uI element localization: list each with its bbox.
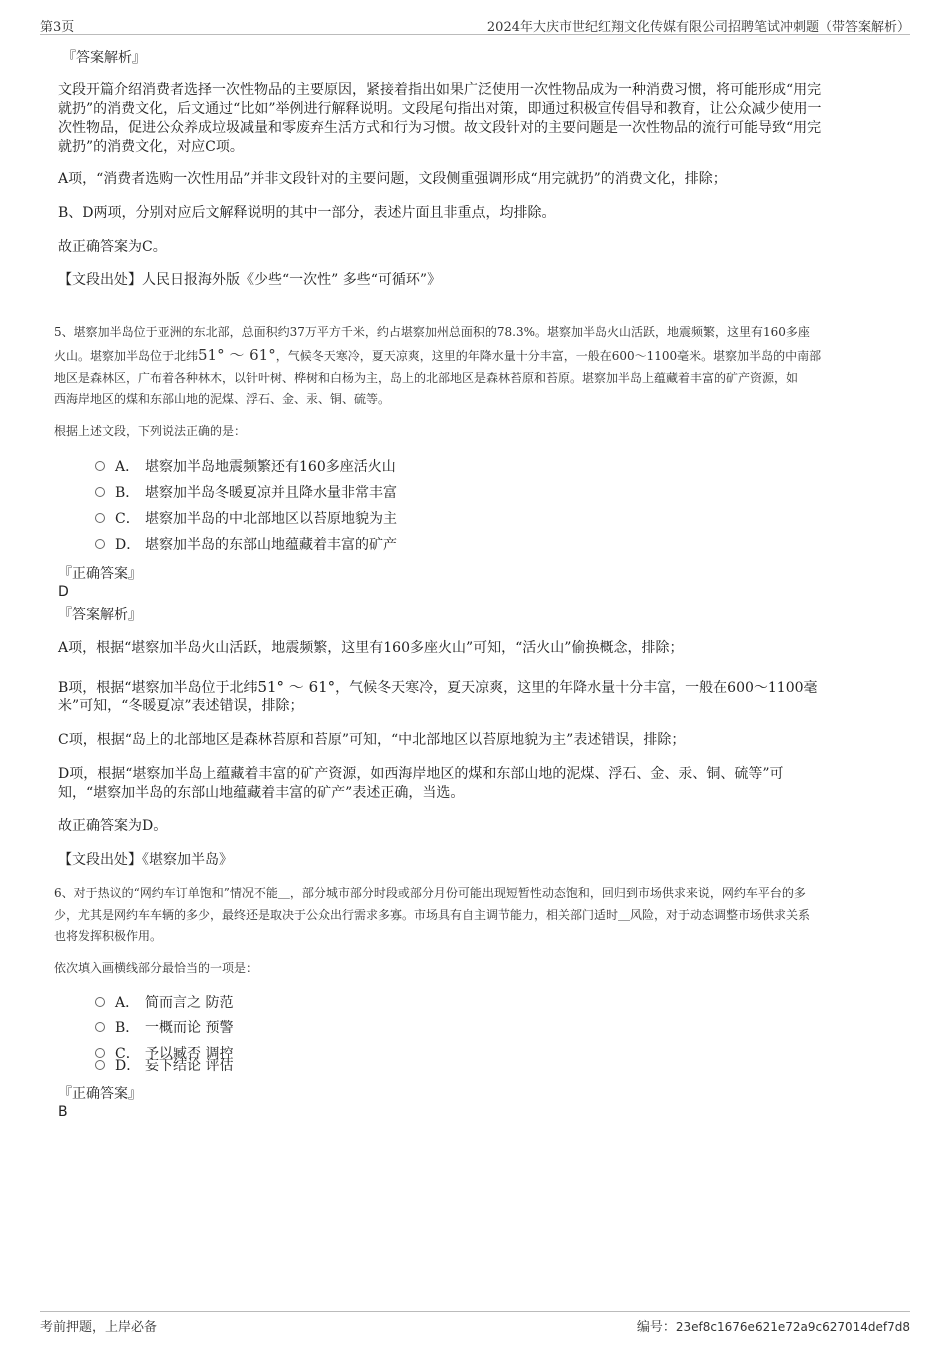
- option-letter: A．: [115, 995, 140, 1011]
- option-letter: C．: [115, 511, 140, 527]
- radio-icon[interactable]: [95, 487, 105, 497]
- document-id-value: 23ef8c1676e621e72a9c627014def7d8: [675, 1320, 910, 1334]
- question-text: 6、对于热议的“网约车订单饱和”情况不能＿，部分城市部分时段或部分月份可能出现短暂性动态饱和，回归到市场供求来说，网约车平台的多: [54, 886, 806, 900]
- document-title: 2024年大庆市世纪红翔文化传媒有限公司招聘笔试冲刺题（带答案解析）: [486, 20, 910, 35]
- question-prompt: 依次填入画横线部分最恰当的一项是：: [54, 961, 259, 975]
- latitude-range: 51° ～ 61°: [198, 346, 276, 364]
- page-number: 第3页: [40, 20, 75, 35]
- option-a[interactable]: [95, 992, 233, 1014]
- option-text: 堪察加半岛的东部山地蕴藏着丰富的矿产: [145, 537, 397, 553]
- option-text: 堪察加半岛的中北部地区以苔原地貌为主: [145, 511, 397, 527]
- analysis-line: 米”可知，“冬暖夏凉”表述错误，排除；: [58, 698, 304, 714]
- latitude-range: 51° ～ 61°: [257, 678, 336, 696]
- option-text: 堪察加半岛地震频繁还有160多座活火山: [145, 459, 396, 475]
- analysis-label: 『答案解析』: [62, 50, 146, 66]
- source-line: 【文段出处】人民日报海外版《少些“一次性” 多些“可循环”》: [58, 272, 442, 288]
- option-b[interactable]: [95, 482, 397, 504]
- radio-icon[interactable]: [95, 461, 105, 471]
- page-header: [40, 14, 910, 35]
- option-text: 简而言之 防范: [145, 995, 234, 1011]
- option-letter: D．: [115, 537, 141, 553]
- question-text: 也将发挥积极作用。: [54, 929, 163, 943]
- radio-icon[interactable]: [95, 539, 105, 549]
- question-text: 地区是森林区，广布着各种林木，以针叶树、桦树和白杨为主，岛上的北部地区是森林苔原和苔原。堪察加半岛上蕴藏着丰富的矿产资源，如: [54, 371, 799, 385]
- analysis-line: [58, 677, 898, 698]
- correct-answer-label: 『正确答案』: [58, 1086, 142, 1102]
- question-text-part: 火山。堪察加半岛位于北纬: [54, 349, 199, 363]
- radio-icon[interactable]: [95, 1022, 105, 1032]
- question-text: 少，尤其是网约车车辆的多少，最终还是取决于公众出行需求多寡。市场具有自主调节能力，相关部门适时＿风险，对于动态调整市场供求关系: [54, 908, 811, 922]
- question-text: 5、堪察加半岛位于亚洲的东北部，总面积约37万平方千米，约占堪察加州总面积的78.3%。堪察加半岛火山活跃，地震频繁，这里有160多座: [54, 325, 810, 339]
- option-letter: B．: [115, 485, 140, 501]
- option-text: 一概而论 预警: [145, 1020, 234, 1036]
- correct-answer: B: [58, 1104, 68, 1120]
- analysis-line: 文段开篇介绍消费者选择一次性物品的主要原因，紧接着指出如果广泛使用一次性物品成为一种消费习惯，将可能形成“用完: [58, 82, 822, 98]
- analysis-line: C项，根据“岛上的北部地区是森林苔原和苔原”可知，“中北部地区以苔原地貌为主”表述错误，排除；: [58, 732, 686, 748]
- radio-icon[interactable]: [95, 513, 105, 523]
- analysis-label: 『答案解析』: [58, 607, 142, 623]
- question-text-part: ，气候冬天寒冷，夏天凉爽，这里的年降水量十分丰富，一般在600～1100毫米。堪察加半岛的中南部: [275, 349, 822, 363]
- option-d[interactable]: [95, 1055, 233, 1077]
- footer-slogan: 考前押题，上岸必备: [40, 1320, 158, 1335]
- option-b[interactable]: [95, 1017, 233, 1039]
- option-letter: B．: [115, 1020, 140, 1036]
- correct-answer: D: [58, 584, 69, 600]
- option-text: 堪察加半岛冬暖夏凉并且降水量非常丰富: [145, 485, 397, 501]
- page-footer: [40, 1311, 910, 1336]
- analysis-line: 就扔”的消费文化，后文通过“比如”举例进行解释说明。文段尾句指出对策，即通过积极宣传倡导和教育，让公众减少使用一: [58, 101, 822, 117]
- document-id-label: 编号：: [636, 1320, 676, 1335]
- radio-icon[interactable]: [95, 997, 105, 1007]
- analysis-line: B、D两项，分别对应后文解释说明的其中一部分，表述片面且非重点，均排除。: [58, 205, 556, 221]
- question-text: [54, 345, 898, 367]
- final-answer: 故正确答案为C。: [58, 239, 167, 255]
- final-answer: 故正确答案为D。: [58, 818, 168, 834]
- question-prompt: 根据上述文段，下列说法正确的是：: [54, 424, 247, 438]
- option-a[interactable]: [95, 456, 396, 478]
- analysis-line: 知，“堪察加半岛的东部山地蕴藏着丰富的矿产”表述正确，当选。: [58, 785, 465, 801]
- option-d[interactable]: [95, 534, 397, 556]
- option-text: 妄下结论 评估: [145, 1058, 234, 1074]
- question-text: 西海岸地区的煤和东部山地的泥煤、浮石、金、汞、铜、硫等。: [54, 392, 391, 406]
- analysis-line: D项，根据“堪察加半岛上蕴藏着丰富的矿产资源，如西海岸地区的煤和东部山地的泥煤、浮石、金、汞、铜、硫等”可: [58, 766, 784, 782]
- option-letter: A．: [115, 459, 140, 475]
- option-letter: D．: [115, 1058, 141, 1074]
- option-c[interactable]: [95, 508, 397, 530]
- source-line: 【文段出处】《堪察加半岛》: [58, 852, 233, 868]
- analysis-line: A项，根据“堪察加半岛火山活跃，地震频繁，这里有160多座火山”可知，“活火山”偷换概念，排除；: [58, 640, 684, 656]
- analysis-line: 就扔”的消费文化，对应C项。: [58, 139, 244, 155]
- analysis-line: A项，“消费者选购一次性用品”并非文段针对的主要问题，文段侧重强调形成“用完就扔”的消费文化，排除；: [58, 171, 727, 187]
- radio-icon[interactable]: [95, 1060, 105, 1070]
- option-text: 予以臧否 调控: [145, 1046, 234, 1062]
- correct-answer-label: 『正确答案』: [58, 566, 142, 582]
- analysis-text-part: B项，根据“堪察加半岛位于北纬: [58, 680, 258, 696]
- document-id: [637, 1316, 910, 1335]
- analysis-text-part: ，气候冬天寒冷，夏天凉爽，这里的年降水量十分丰富，一般在600～1100毫: [335, 680, 818, 696]
- analysis-line: 次性物品，促进公众养成垃圾减量和零废弃生活方式和行为习惯。故文段针对的主要问题是一次性物品的流行可能导致“用完: [58, 120, 822, 136]
- option-letter: C．: [115, 1046, 140, 1062]
